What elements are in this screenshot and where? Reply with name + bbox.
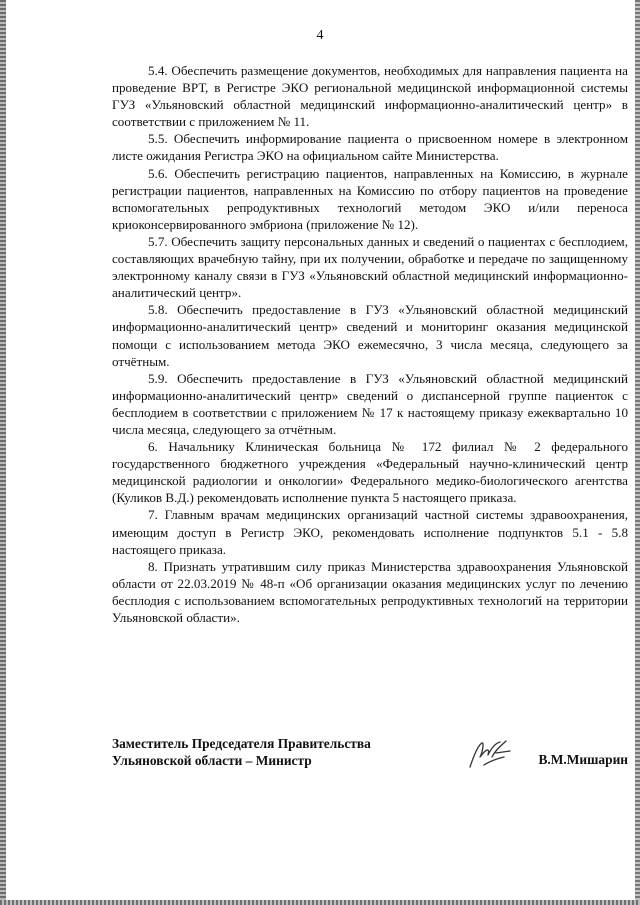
signature-block (112, 735, 628, 775)
paragraph-7: 7. Главным врачам медицинских организаций частной системы здравоохранения, имеющим доступ в Регистр ЭКО, рекомендовать исполнение подпунктов 5.1 - 5.8 настоящего приказа. (112, 507, 628, 557)
signatory-title-line1: Заместитель Председателя Правительства (112, 736, 371, 751)
document-body (112, 62, 628, 626)
signatory-title (112, 735, 371, 769)
paragraph-6: 6. Начальнику Клиническая больница № 172 филиал № 2 федерального государственного бюджетного учреждения «Федеральный научно-клинический центр медицинской радиологии и онкологии» Федерального медико-биологического агентства (Куликов В.Д.) рекомендовать исполнение пункта 5 настоящего приказа. (112, 439, 628, 506)
scan-edge-bottom (0, 900, 640, 905)
paragraph-5-6: 5.6. Обеспечить регистрацию пациентов, направленных на Комиссию, в журнале регистрации пациентов, направленных на Комиссию по отбору пациентов на проведение вспомогательных репродуктивных технологий методом ЭКО и/или переноса криоконсервированного эмбриона (приложение № 12). (112, 165, 628, 232)
paragraph-5-9: 5.9. Обеспечить предоставление в ГУЗ «Ульяновский областной медицинский информационно-аналитический центр» сведений о диспансерной группе пациенток с бесплодием в соответствии с приложением № 17 к настоящему приказу ежеквартально 10 числа месяца, следующего за отчётным. (112, 370, 628, 437)
signatory-name: В.М.Мишарин (538, 752, 628, 767)
signatory-title-line2: Ульяновской области – Министр (112, 753, 312, 768)
paragraph-5-7: 5.7. Обеспечить защиту персональных данных и сведений о пациентах с бесплодием, составляющих врачебную тайну, при их получении, обработке и передаче по защищенному электронному каналу связи в ГУЗ «Ульяновский областной медицинский информационно-аналитический центр». (112, 233, 628, 301)
paragraph-5-8: 5.8. Обеспечить предоставление в ГУЗ «Ульяновский областной медицинский информационно-аналитический центр» сведений и мониторинг оказания медицинской помощи с использованием метода ЭКО ежемесячно, 3 числа месяца, следующего за отчётным. (112, 302, 628, 369)
scan-edge-left (0, 0, 6, 905)
page-number: 4 (316, 28, 324, 43)
scan-edge-right (635, 0, 640, 905)
paragraph-8: 8. Признать утратившим силу приказ Министерства здравоохранения Ульяновской области от 22.03.2019 № 48-п «Об организации оказания медицинских услуг по лечению бесплодия с использованием вспомогательных репродуктивных технологий на территории Ульяновской области». (112, 558, 628, 625)
paragraph-5-4: 5.4. Обеспечить размещение документов, необходимых для направления пациента на проведение ВРТ, в Регистре ЭКО региональной медицинской информационной системы ГУЗ «Ульяновский областной медицинский информационно-аналитический центр» в соответствии с приложением № 11. (112, 63, 628, 130)
handwritten-signature (466, 737, 514, 771)
paragraph-5-5: 5.5. Обеспечить информирование пациента о присвоенном номере в электронном листе ожидания Регистра ЭКО на официальном сайте Министерства. (112, 131, 628, 164)
